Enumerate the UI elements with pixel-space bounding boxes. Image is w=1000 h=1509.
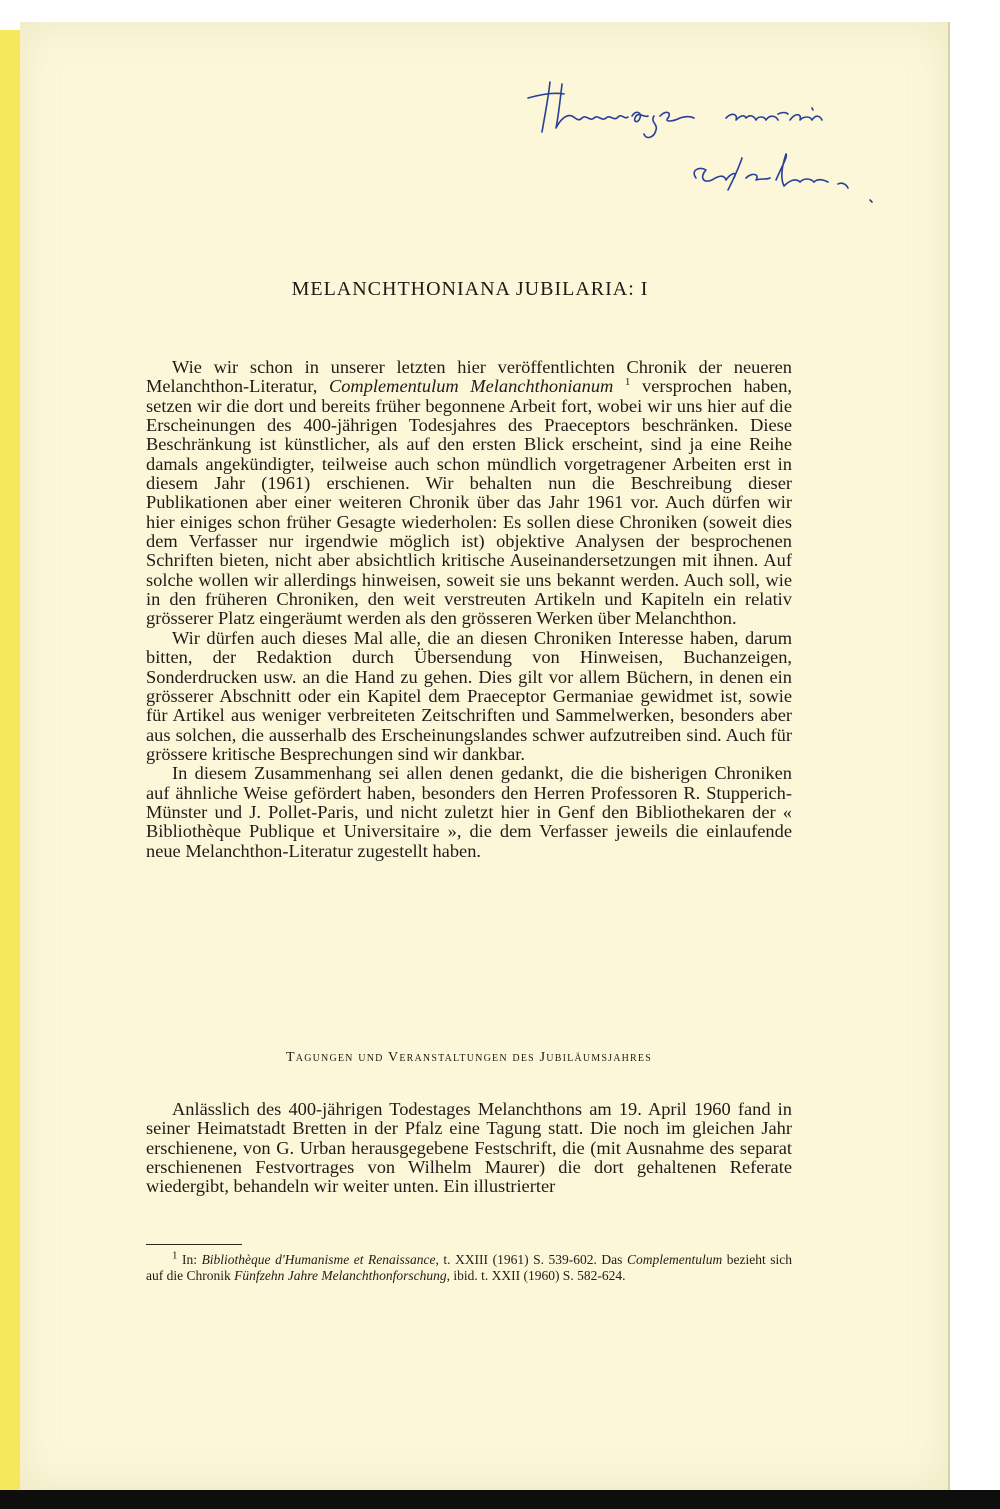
handwriting-stroke (556, 84, 628, 128)
scanner-bottom-band (0, 1490, 1000, 1509)
intro-paragraph-2: Wir dürfen auch dieses Mal alle, die an diesen Chroniken Interesse haben, darum bitten, der Redaktion durch Übersendung von Hinweisen, Buchanzeigen, Sonderdrucken usw. an die Hand zu gehen. Dies gilt vor allem Büchern, in denen ein grösserer Abschnitt oder ein Kapitel dem Praeceptor Germaniae gewidmet ist, sowie für Artikel aus weniger verbreiteten Zeitschriften und Sammelwerken, besonders aber aus solchen, die ausserhalb des Erscheinungslandes schwer aufzutreiben sind. Auch für grössere kritische Besprechungen sind wir dankbar. (146, 627, 792, 764)
handwriting-stroke (644, 116, 656, 137)
footnote-text-c: bezieht sich auf die Chronik (146, 1252, 792, 1283)
intro-p1-text-a: Wie wir schon in unserer letzten hier veröffentlichten Chronik der neueren Melanchthon-Literatur, (146, 357, 792, 397)
intro-paragraph-1 (146, 358, 792, 629)
handwriting-stroke (632, 112, 648, 121)
yellow-page-edge (0, 30, 20, 1490)
intro-p1-text-b: versprochen haben, setzen wir die dort und bereits früher begonnene Arbeit fort, wobei wir uns hier auf die Erscheinungen des 400-jährigen Todesjahres des Praeceptors beschränken. Diese Beschränkung ist künstlicher, als auf den ersten Blick erscheint, sind ja eine Reihe damals angekündigter, teilweise auch schon mündlich vorgetragener Arbeiten erst in diesem Jahr (1961) erschienen. Wir behalten nun die Beschreibung dieser Publikationen aber einer weiteren Chronik über das Jahr 1961 vor. Auch dürfen wir hier einiges schon früher Gesagte wiederholen: Es sollen diese Chroniken (soweit dies dem Verfasser nur irgendwie möglich ist) objektive Analysen der besprochenen Schriften bieten, nicht aber absichtlich kritische Auseinandersetzungen mit ihnen. Auf solche wollen wir allerdings hinweisen, soweit sie uns bekannt werden. Auch soll, wie in den früheren Chroniken, den weit verstreuten Artikeln und Kapiteln ein relativ grösserer Platz eingeräumt werden als den grösseren Werken über Melanchthon. (146, 376, 792, 629)
intro-text (146, 358, 792, 861)
article-title: MELANCHTHONIANA JUBILARIA: I (291, 278, 649, 300)
handwriting-stroke (812, 108, 813, 110)
handwriting-stroke (746, 174, 770, 180)
section-text (146, 1100, 792, 1197)
footnote-number: 1 (172, 1249, 178, 1262)
handwriting-stroke (726, 114, 778, 120)
footnote-text-d: , ibid. t. XXII (1960) S. 582-624. (446, 1268, 626, 1283)
handwriting-stroke (778, 113, 788, 115)
intro-paragraph-3: In diesem Zusammenhang sei allen denen gedankt, die die bisherigen Chroniken auf ähnliche Weise gefördert haben, besonders den Herren Professoren R. Stupperich-Münster und J. Pollet-Paris, und nicht zuletzt hier in Genf den Bibliothekaren der « Bibliothèque Publique et Universitaire », die dem Verfasser jeweils die einlaufende neue Melanchthon-Literatur zugestellt haben. (146, 763, 792, 861)
footnote-rule (146, 1244, 242, 1245)
handwriting-stroke (790, 115, 822, 120)
handwriting-stroke (728, 158, 742, 190)
footnote-journal-title: Bibliothèque d'Humanisme et Renaissance (201, 1252, 436, 1267)
footnote (146, 1249, 792, 1284)
footnote-text-a: In: (177, 1252, 202, 1267)
handwriting-stroke (660, 112, 694, 121)
section-heading: Tagungen und Veranstaltungen des Jubiläumsjahres (286, 1050, 652, 1065)
handwriting-text: Hommage amical de l'auteur (520, 218, 535, 219)
handwriting-stroke (776, 154, 828, 186)
handwriting-stroke (542, 82, 550, 132)
footnote-reference: 1 (624, 376, 631, 389)
handwriting-stroke (528, 93, 564, 98)
footnote-chronik-title: Fünfzehn Jahre Melanchthonforschung (234, 1268, 447, 1283)
handwritten-inscription (520, 70, 900, 220)
footnote-complementulum-title: Complementulum (626, 1252, 723, 1267)
footnote-text-b: , t. XXIII (1961) S. 539-602. Das (435, 1252, 627, 1267)
handwriting-stroke (838, 183, 848, 188)
intro-p1-italic-title: Complementulum Melanchthonianum (328, 376, 614, 397)
section-paragraph-1: Anlässlich des 400-jährigen Todestages Melanchthons am 19. April 1960 fand in seiner Heimatstadt Bretten in der Pfalz eine Tagung statt. Die noch im gleichen Jahr erschienene, von G. Urban herausgegebene Festschrift, die (mit Ausnahme des separat erschienenen Festvortrages von Wilhelm Maurer) die dort gehaltenen Referate wiedergibt, behandeln wir weiter unten. Ein illustrierter (146, 1099, 792, 1197)
handwriting-stroke (870, 200, 872, 202)
handwriting-stroke (694, 168, 735, 181)
